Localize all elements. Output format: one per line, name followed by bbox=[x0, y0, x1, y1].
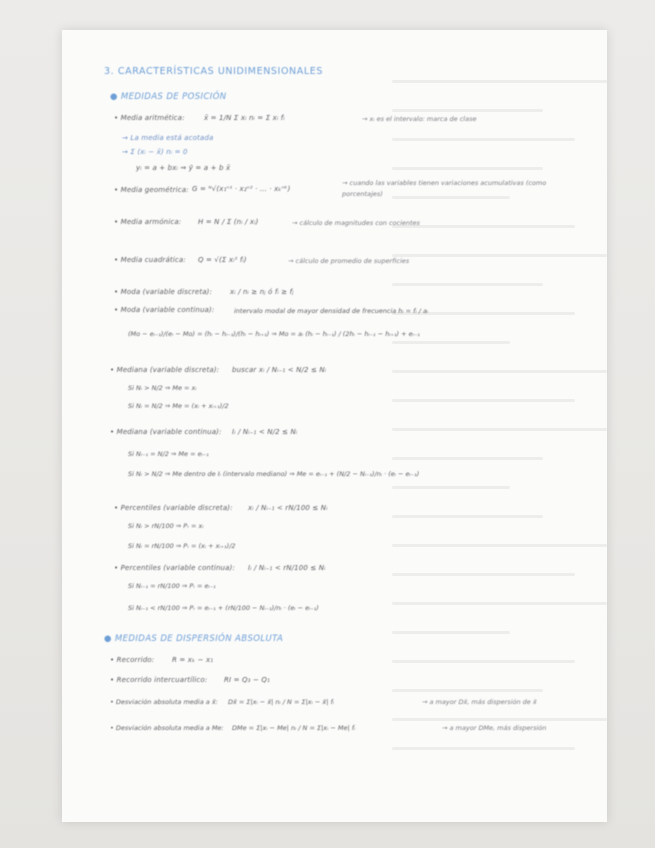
item-formula: R = xₖ − x₁ bbox=[172, 656, 214, 664]
item-formula: buscar xᵢ / Nᵢ₋₁ < N/2 ≤ Nᵢ bbox=[232, 366, 327, 374]
item-label: → Σ (xᵢ − x̄) nᵢ = 0 bbox=[122, 148, 188, 156]
item-formula: G = ᴺ√(x₁ⁿ¹ · x₂ⁿ² · … · xₖⁿᵏ) bbox=[192, 185, 291, 193]
item-label: • Desviación absoluta media a Me: bbox=[110, 724, 224, 732]
item-formula: Si Nᵢ = N/2 ⇒ Me = (xᵢ + xᵢ₊₁)/2 bbox=[128, 402, 229, 410]
item-note: → cálculo de promedio de superficies bbox=[288, 257, 410, 265]
item-label: • Media armónica: bbox=[114, 218, 182, 226]
item-formula: Iᵢ / Nᵢ₋₁ < rN/100 ≤ Nᵢ bbox=[248, 564, 326, 572]
item-formula: Iᵢ / Nᵢ₋₁ < N/2 ≤ Nᵢ bbox=[232, 428, 298, 436]
item-formula: x̄ = 1/N Σ xᵢ nᵢ = Σ xᵢ fᵢ bbox=[204, 114, 285, 122]
item-label: • Moda (variable continua): bbox=[114, 306, 215, 314]
item-label: • Recorrido: bbox=[110, 656, 155, 664]
notebook-page bbox=[62, 30, 607, 822]
page-title: 3. CARACTERÍSTICAS UNIDIMENSIONALES bbox=[104, 66, 323, 77]
item-label: yᵢ = a + bxᵢ ⇒ ȳ = a + b x̄ bbox=[136, 164, 231, 172]
item-note: → xᵢ es el intervalo: marca de clase bbox=[362, 115, 477, 123]
item-formula: Si Nᵢ₋₁ = N/2 ⇒ Me = eᵢ₋₁ bbox=[128, 450, 209, 458]
item-formula: Si Nᵢ₋₁ < rN/100 ⇒ Pᵣ = eᵢ₋₁ + (rN/100 − Nᵢ₋₁)/nᵢ · (eᵢ − eᵢ₋₁) bbox=[128, 604, 319, 612]
item-label: • Percentiles (variable discreta): bbox=[114, 504, 233, 512]
item-note: → cuando las variables tienen variaciones acumulativas (como porcentajes) bbox=[342, 179, 547, 198]
item-formula: xᵢ / Nᵢ₋₁ < rN/100 ≤ Nᵢ bbox=[248, 504, 328, 512]
item-label: • Recorrido intercuartílico: bbox=[110, 676, 208, 684]
item-formula: Si Nᵢ₋₁ = rN/100 ⇒ Pᵣ = eᵢ₋₁ bbox=[128, 582, 216, 590]
item-label: • Mediana (variable discreta): bbox=[110, 366, 220, 374]
section-heading-dispersion: ● MEDIDAS DE DISPERSIÓN ABSOLUTA bbox=[104, 634, 284, 644]
section-heading-position: ● MEDIDAS DE POSICIÓN bbox=[110, 92, 227, 102]
item-label: • Percentiles (variable continua): bbox=[114, 564, 235, 572]
item-formula: RI = Q₃ − Q₁ bbox=[224, 676, 270, 684]
item-formula: Si Nᵢ > rN/100 ⇒ Pᵣ = xᵢ bbox=[128, 522, 204, 530]
item-formula: Si Nᵢ > N/2 ⇒ Me dentro de Iᵢ (intervalo mediano) ⇒ Me = eᵢ₋₁ + (N/2 − Nᵢ₋₁)/nᵢ · (eᵢ − eᵢ₋₁) bbox=[128, 470, 420, 478]
item-note: → a mayor Dx̄, más dispersión de x̄ bbox=[422, 698, 537, 706]
item-formula: Si Nᵢ = rN/100 ⇒ Pᵣ = (xᵢ + xᵢ₊₁)/2 bbox=[128, 542, 236, 550]
handwritten-notes bbox=[62, 30, 607, 822]
item-label: • Mediana (variable continua): bbox=[110, 428, 222, 436]
item-label: → La media está acotada bbox=[122, 134, 214, 142]
item-label: • Media geométrica: bbox=[114, 186, 189, 194]
item-formula: Q = √(Σ xᵢ² fᵢ) bbox=[198, 256, 247, 264]
item-formula: intervalo modal de mayor densidad de frecuencia hᵢ = fᵢ / aᵢ bbox=[234, 307, 429, 315]
item-formula: xᵢ / nᵢ ≥ nⱼ ó fᵢ ≥ fⱼ bbox=[230, 288, 294, 296]
item-formula: Dx̄ = Σ|xᵢ − x̄| nᵢ / N = Σ|xᵢ − x̄| fᵢ bbox=[228, 698, 334, 706]
item-note: → cálculo de magnitudes con cocientes bbox=[292, 219, 420, 227]
item-formula: (Mo − eᵢ₋₁)/(eᵢ − Mo) = (hᵢ − hᵢ₋₁)/(hᵢ − hᵢ₊₁) ⇒ Mo = aᵢ (hᵢ − hᵢ₋₁) / (2hᵢ − hᵢ₋₁ − hᵢ₊₁) + eᵢ₋₁ bbox=[128, 330, 420, 338]
item-formula: H = N / Σ (nᵢ / xᵢ) bbox=[198, 218, 259, 226]
item-label: • Media cuadrática: bbox=[114, 256, 186, 264]
item-formula: DMe = Σ|xᵢ − Me| nᵢ / N = Σ|xᵢ − Me| fᵢ bbox=[232, 724, 356, 732]
item-label: • Moda (variable discreta): bbox=[114, 288, 213, 296]
item-note: → a mayor DMe, más dispersión bbox=[442, 724, 547, 732]
item-label: • Media aritmética: bbox=[114, 114, 185, 122]
item-label: • Desviación absoluta media a x̄: bbox=[110, 698, 218, 706]
item-formula: Si Nᵢ > N/2 ⇒ Me = xᵢ bbox=[128, 384, 197, 392]
